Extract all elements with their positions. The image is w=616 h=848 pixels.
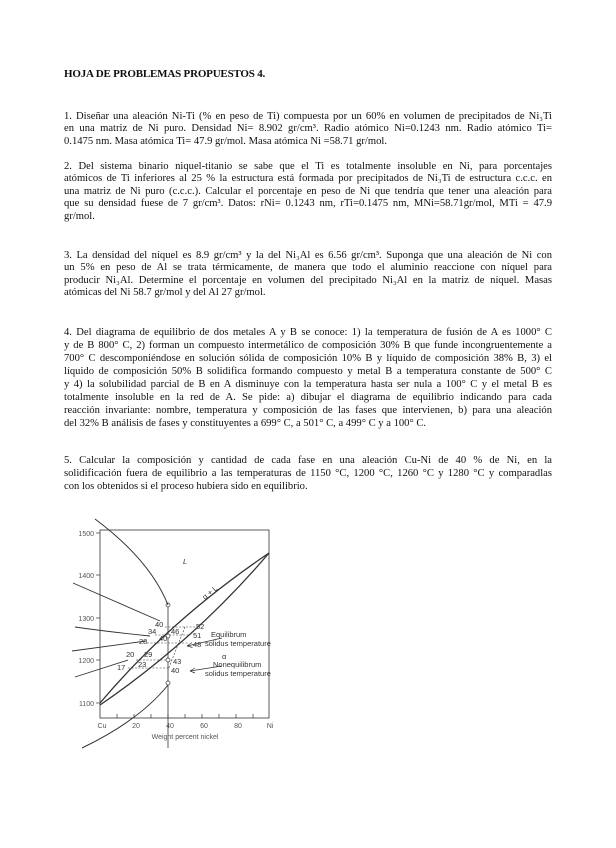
problem-text-line: 2. Del sistema binario niquel-titanio se sabe que el Ti es totalmente insoluble en Ni, para porcentajes xyxy=(64,161,552,172)
composition-value: 48 xyxy=(193,640,202,649)
y-tick-label: 1500 xyxy=(78,531,94,538)
composition-value: 40 xyxy=(171,666,180,675)
problem-text-line: 4. Del diagrama de equilibrio de dos metales A y B se conoce: 1) la temperatura de fusión de A es 1000° C xyxy=(64,327,552,338)
x-tick-label: Ni xyxy=(266,723,274,730)
problem-text-line: y de B 800° C, 2) forman un compuesto intermetálico de composición 30% B que funde incongruentemente a xyxy=(64,340,552,351)
composition-value: 43 xyxy=(173,657,182,666)
page-title: HOJA DE PROBLEMAS PROPUESTOS 4. xyxy=(64,68,266,80)
problem-text-line: totalmente insoluble en la red de A. Se pide: a) dibujar el diagrama de equilibrio indicando para cada xyxy=(64,392,552,403)
composition-value: 29 xyxy=(144,650,153,659)
composition-value: 28 xyxy=(139,637,148,646)
y-tick-label: 1100 xyxy=(78,701,94,708)
y-tick-label: 1200 xyxy=(78,658,94,665)
x-tick-label: 80 xyxy=(234,723,242,730)
x-tick-label: 40 xyxy=(166,723,174,730)
problem-text-line: 5. Calcular la composición y cantidad de cada fase en una aleación Cu-Ni de 40 % de Ni, en la xyxy=(64,455,552,466)
inset-curve-top xyxy=(95,519,168,605)
problem-text-line: 700° C descomponiéndose en solución sólida de composición 10% B y líquido de composición 38% B, 3) el xyxy=(64,353,552,364)
region-liquid: L xyxy=(183,557,188,566)
nonequilibrium-label: Nonequilibrum xyxy=(213,660,262,669)
x-tick-label: Cu xyxy=(97,723,107,730)
problem-text-line: 0.1475 nm. Masa atómica Ti= 47.9 gr/mol. Masa atómica Ni =58.71 gr/mol. xyxy=(64,135,387,147)
x-axis-title: Weight percent nickel xyxy=(151,734,219,741)
problem-text-line: atómicos de Ti inferiores al 25 % la estructura está formada por precipitados de Ni₃Ti de estructura c.c.c. en xyxy=(64,173,552,185)
y-axis-ticks xyxy=(96,533,100,703)
equilibrium-label: solidus temperature xyxy=(205,639,271,648)
problem-text-line: solidificación fuera de equilibrio a las temperaturas de 1150 °C, 1200 °C, 1260 °C y 1280 °C y comparadlas xyxy=(64,468,552,479)
problem-text-line: 3. La densidad del níquel es 8.9 gr/cm³ y la del Ni₃Al es 6.56 gr/cm³. Suponga que una aleación de Ni con xyxy=(64,250,552,261)
problem-text-line: reacción invariante: nombre, temperatura y composición de las fases que intervienen, b) para una aleación xyxy=(64,405,552,416)
y-tick-label: 1300 xyxy=(78,616,94,623)
problem-text-line: líquido de composición 50% B solidifica formando compuesto y metal B a temperatura constante de 500° C xyxy=(64,366,552,377)
nonequilibrium-label: solidus temperature xyxy=(205,669,271,678)
composition-value: 23 xyxy=(138,660,147,669)
region-alpha: α xyxy=(222,652,227,661)
problem-text-line: del 32% B análisis de fases y constituyentes a 699° C, a 501° C, a 499° C y a 100° C. xyxy=(64,418,427,429)
problem-text-line: y 4) la solubilidad parcial de B en A disminuye con la temperatura hasta ser nula a 100° C y el metal B es xyxy=(64,379,552,390)
leader-line xyxy=(72,641,146,651)
composition-value: 52 xyxy=(196,622,205,631)
composition-value: 17 xyxy=(117,663,126,672)
problem-text-line: 1. Diseñar una aleación Ni-Ti (% en peso de Ti) compuesta por un 60% en volumen de precipitados de Ni₃Ti xyxy=(64,111,552,122)
solidus-line xyxy=(100,553,269,705)
composition-value: 46 xyxy=(171,627,180,636)
composition-value: 34 xyxy=(148,627,157,636)
composition-value: 20 xyxy=(126,650,135,659)
problem-text-line: con los obtenidos si el proceso hubiera sido en equilibrio. xyxy=(64,481,308,492)
problem-text-line: en una matriz de Ni puro. Densidad Ni= 8.902 gr/cm³. Radio atómico Ni=0.1243 nm. Radio atómico Ti= xyxy=(64,123,552,135)
problem-text-line: que su densidad fuese de 7 gr/cm³. Datos: rNi= 0.1243 nm, rTi=0.1475 nm, MNi=58.71gr/mol, MTi = 47.9 xyxy=(64,198,552,210)
problem-text-line: un 5% en peso de Al se trata térmicamente, de manera que todo el aluminio reaccione con níquel para xyxy=(64,262,552,274)
composition-value: 51 xyxy=(193,631,202,640)
problem-text-line: una matriz de Ni puro (c.c.c.). Calcular el porcentaje en peso de Ni que tendría que tener una aleación para xyxy=(64,185,552,197)
problem-text-line: atómicas del Ni 58.7 gr/mol y del Al 27 gr/mol. xyxy=(64,287,266,299)
region-alpha-liquid: α + L xyxy=(200,583,220,602)
equilibrium-label: Equilibrum xyxy=(211,630,247,639)
composition-value: 40 xyxy=(155,620,164,629)
y-tick-label: 1400 xyxy=(78,573,94,580)
problem-text-line: producir Ni₃Al. Determine el porcentaje en volumen del precipitado Ni₃Al en la matriz de níquel. Masas xyxy=(64,274,552,286)
problem-text-line: gr/mol. xyxy=(64,210,95,222)
x-tick-label: 20 xyxy=(132,723,140,730)
x-tick-label: 60 xyxy=(200,723,208,730)
leader-line xyxy=(75,627,150,636)
composition-value: 40 xyxy=(159,634,168,643)
